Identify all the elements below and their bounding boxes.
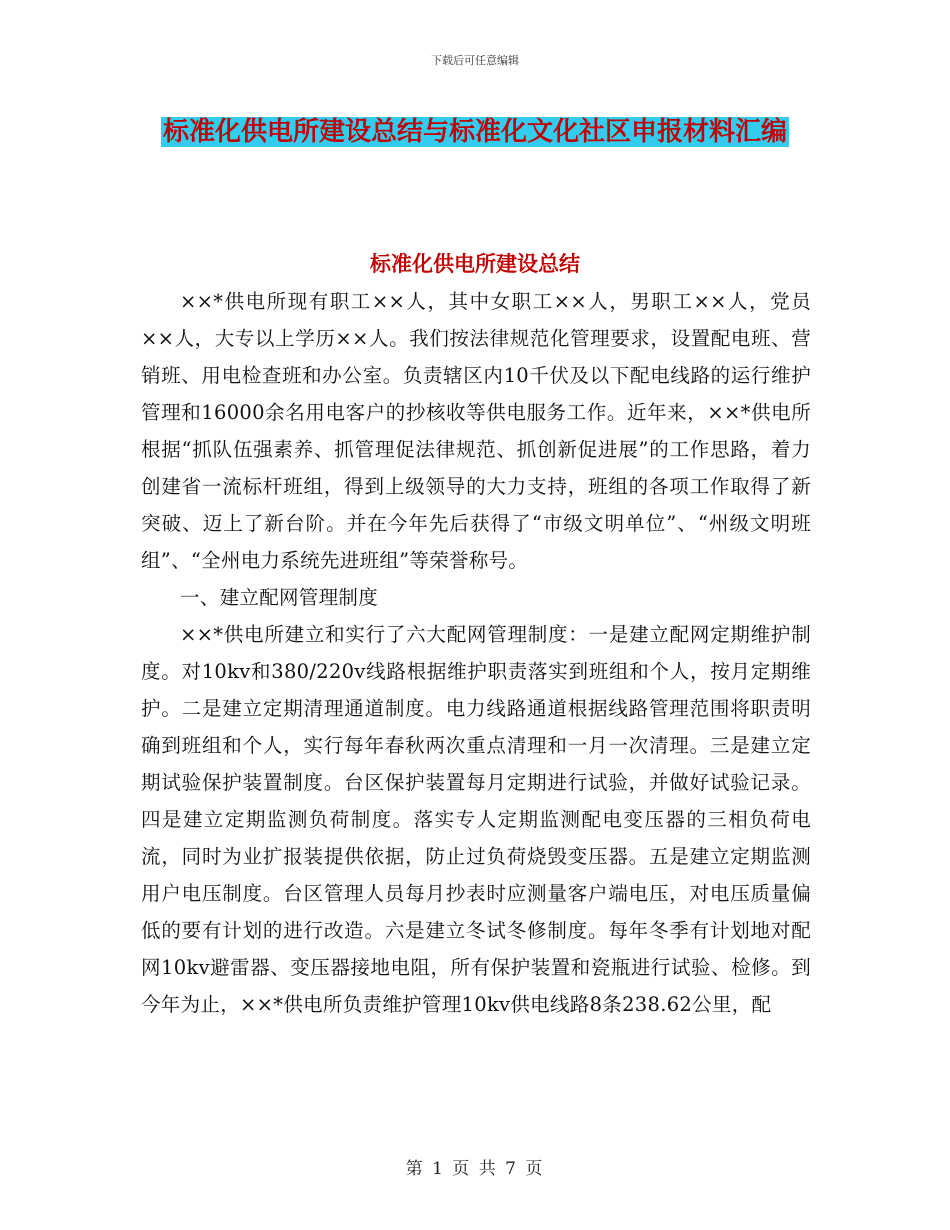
paragraph-management: ××*供电所建立和实行了六大配网管理制度：一是建立配网定期维护制度。对10kv和380/220v线路根据维护职责落实到班组和个人，按月定期维护。二是建立定期清理通道制度。电力线路通道根据线路管理范围将职责明确到班组和个人，实行每年春秋两次重点清理和一月一次清理。三是建立定期试验保护装置制度。台区保护装置每月定期进行试验，并做好试验记录。四是建立定期监测负荷制度。落实专人定期监测配电变压器的三相负荷电流，同时为业扩报装提供依据，防止过负荷烧毁变压器。五是建立定期监测用户电压制度。台区管理人员每月抄表时应测量客户端电压，对电压质量偏低的要有计划的进行改造。六是建立冬试冬修制度。每年冬季有计划地对配网10kv避雷器、变压器接地电阻，所有保护装置和瓷瓶进行试验、检修。到今年为止，××*供电所负责维护管理10kv供电线路8条238.62公里，配: [141, 623, 811, 1016]
document-title-text: 标准化供电所建设总结与标准化文化社区申报材料汇编: [162, 117, 787, 147]
page-footer: 第 1 页 共 7 页: [405, 1159, 545, 1179]
paragraph-heading-1: 一、建立配网管理制度: [180, 586, 379, 609]
paragraph-intro: ××*供电所现有职工××人，其中女职工××人，男职工××人，党员××人，大专以上学历××人。我们按法律规范化管理要求，设置配电班、营销班、用电检查班和办公室。负责辖区内10千伏及以下配电线路的运行维护管理和16000余名用电客户的抄核收等供电服务工作。近年来，××*供电所根据“抓队伍强素养、抓管理促法律规范、抓创新促进展”的工作思路，着力创建省一流标杆班组，得到上级领导的大力支持，班组的各项工作取得了新突破、迈上了新台阶。并在今年先后获得了“市级文明单位”、“州级文明班组”、“全州电力系统先进班组”等荣誉称号。: [141, 290, 811, 572]
document-title: [140, 110, 810, 154]
document-body: [141, 283, 811, 1023]
page-header: 下载后可任意编辑: [431, 54, 519, 67]
section-title: 标准化供电所建设总结: [370, 252, 580, 276]
